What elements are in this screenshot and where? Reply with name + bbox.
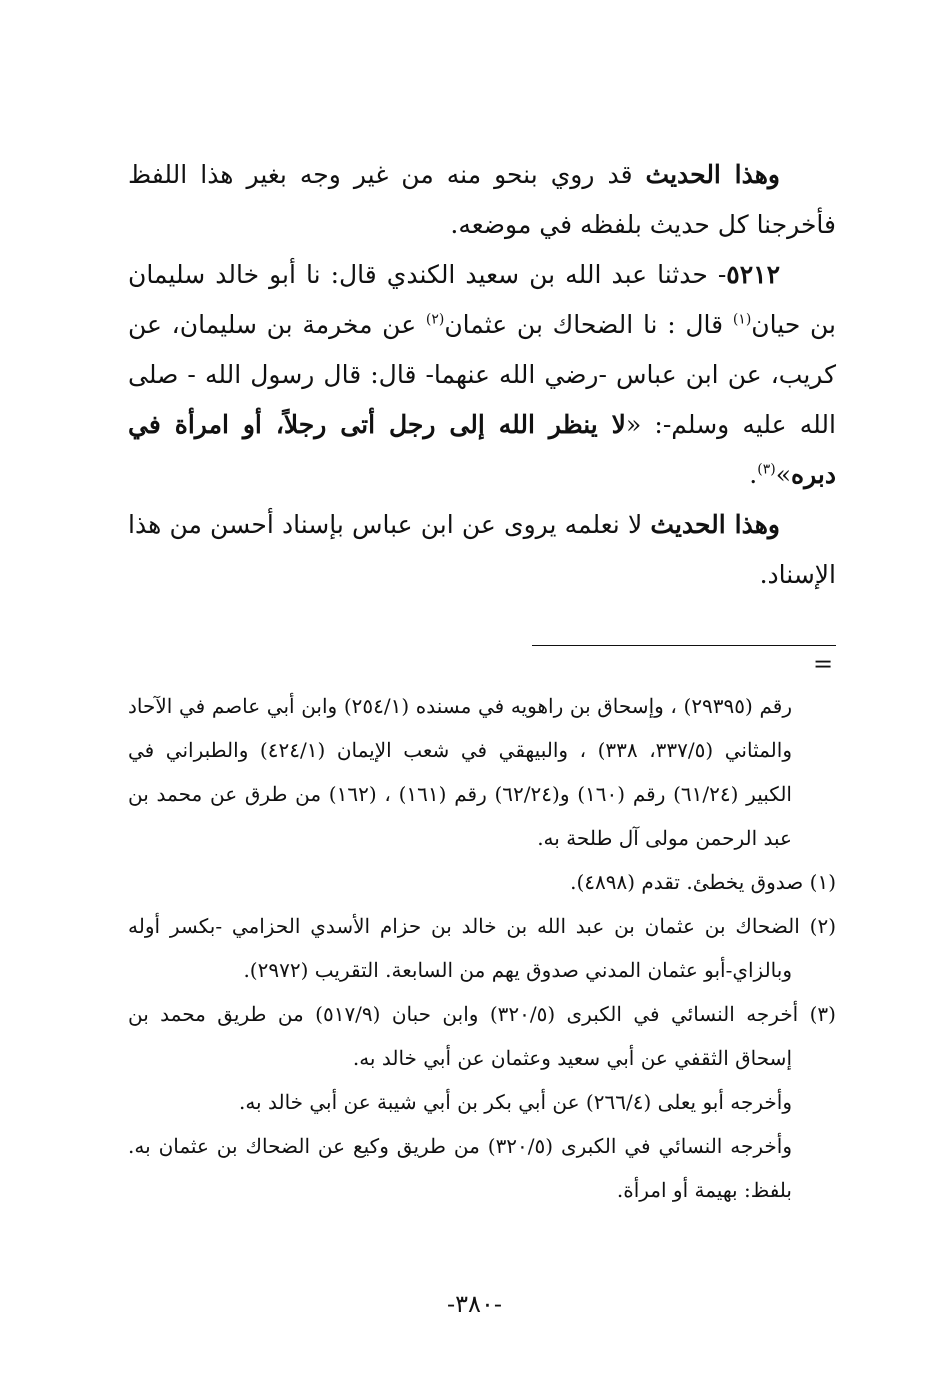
main-text <box>128 150 836 600</box>
lead-phrase-2: وهذا الحديث <box>650 510 780 539</box>
footnote-separator <box>532 645 836 646</box>
continuation-mark: = <box>812 650 834 678</box>
hadith-matn: لا ينظر الله إلى رجل أتى رجلاً، أو امرأة في دبره <box>128 410 836 489</box>
hadith-number: ٥٢١٢ <box>726 260 780 289</box>
footnote-3-extra-1: وأخرجه أبو يعلى (٢٦٦/٤) عن أبي بكر بن أبي شيبة عن أبي خالد به. <box>238 1090 792 1114</box>
footnote-2: (٢) الضحاك بن عثمان بن عبد الله بن خالد بن حزام الأسدي الحزامي -بكسر أوله وبالزاي-أبو عثمان المدني صدوق يهم من السابعة. التقريب (٢٩٧٢). <box>128 914 836 982</box>
lead-phrase: وهذا الحديث <box>645 160 780 189</box>
period: . <box>749 460 758 489</box>
hadith-paragraph <box>128 250 836 500</box>
hadith-isnad-cont: قال : نا الضحاك بن عثمان <box>444 310 733 339</box>
footnote-3: (٣) أخرجه النسائي في الكبرى (٣٢٠/٥) وابن حبان (٥١٧/٩) من طريق محمد بن إسحاق الثقفي عن أبي سعيد وعثمان عن أبي خالد به. <box>128 1002 836 1070</box>
footnote-ref-3[interactable]: (٣) <box>757 461 776 478</box>
hadith-isnad: - حدثنا عبد الله بن سعيد الكندي قال: نا أبو خالد سليمان بن حيان <box>128 260 836 339</box>
paragraph-text-2: لا نعلمه يروى عن ابن عباس بإسناد أحسن من هذا الإسناد. <box>128 510 836 589</box>
paragraph-intro <box>128 150 836 250</box>
footnote-ref-2[interactable]: (٢) <box>425 311 445 328</box>
quote-close: » <box>775 460 792 489</box>
footnote-ref-1[interactable]: (١) <box>732 311 752 328</box>
paragraph-comment <box>128 500 836 600</box>
footnote-3-extra-2: وأخرجه النسائي في الكبرى (٣٢٠/٥) من طريق وكيع عن الضحاك بن عثمان به. بلفظ: بهيمة أو امرأة. <box>128 1134 792 1202</box>
hadith-isnad-cont-2: عن مخرمة بن سليمان، عن كريب، عن ابن عباس -رضي الله عنهما- قال: قال رسول الله - صلى الله عليه وسلم-: « <box>128 310 836 439</box>
footnote-1: (١) صدوق يخطئ. تقدم (٤٨٩٨). <box>570 870 836 894</box>
footnote-continuation: رقم (٢٩٣٩٥) ، وإسحاق بن راهويه في مسنده (٢٥٤/١) وابن أبي عاصم في الآحاد والمثاني (٣٣٧/٥، ٣٣٨) ، والبيهقي في شعب الإيمان (٤٢٤/١) والطبراني في الكبير (٦١/٢٤) رقم (١٦٠) و(٦٢/٢٤) رقم (١٦١) ، (١٦٢) من طرق عن محمد بن عبد الرحمن مولى آل طلحة به. <box>128 694 792 850</box>
footnotes <box>128 684 836 1212</box>
page-number: -٣٨٠- <box>447 1290 502 1318</box>
paragraph-text: قد روي بنحو منه من غير وجه بغير هذا اللفظ فأخرجنا كل حديث بلفظه في موضعه. <box>128 160 836 239</box>
